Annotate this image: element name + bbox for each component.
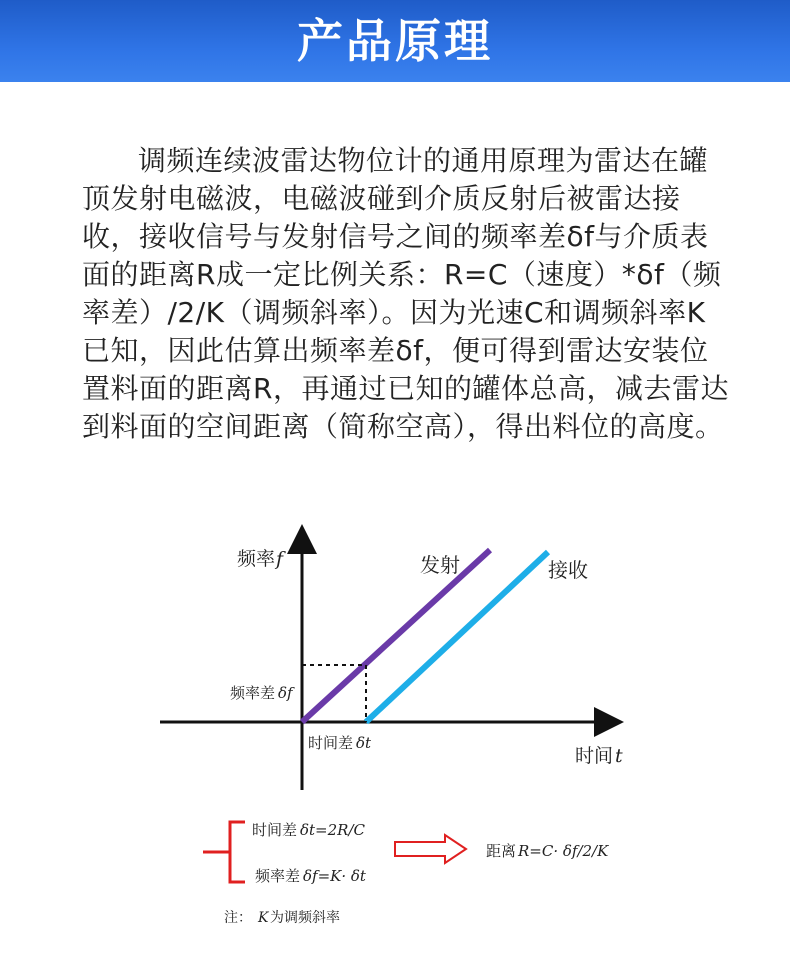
- result-arrow-icon: [395, 835, 466, 863]
- note-suffix: 为调频斜率: [270, 910, 340, 926]
- x-axis-label: 时间: [575, 745, 614, 767]
- note-prefix: 注：: [224, 910, 252, 926]
- y-axis-symbol: f: [276, 548, 284, 570]
- eq1-math: δt=2R/C: [300, 821, 365, 839]
- transmit-label: 发射: [420, 553, 460, 577]
- principle-paragraph: 调频连续波雷达物位计的通用原理为雷达在罐顶发射电磁波，电磁波碰到介质反射后被雷达接收，接收信号与发射信号之间的频率差δf与介质表面的距离R成一定比例关系：R=C（速度）*δf（频率差）/2/K（调频斜率）。因为光速C和调频斜率K已知，因此估算出频率差δf，便可得到雷达安装位置料面的距离R，再通过已知的罐体总高，减去雷达到料面的空间距离（简称空高），得出料位的高度。: [82, 144, 729, 443]
- receive-label: 接收: [548, 558, 588, 582]
- y-axis-label: 频率: [237, 548, 276, 570]
- eq1-prefix: 时间差: [252, 821, 298, 839]
- eq2-prefix: 频率差: [255, 867, 301, 885]
- equation-brace: [203, 822, 245, 882]
- eq2-math: δf=K· δt: [303, 867, 366, 885]
- freq-diff-label: 频率差: [230, 684, 276, 702]
- time-diff-symbol: δt: [356, 734, 372, 752]
- page-title: 产品原理: [297, 14, 493, 68]
- freq-diff-symbol: δf: [278, 684, 293, 702]
- time-diff-label: 时间差: [308, 734, 354, 752]
- note-symbol: K: [258, 910, 269, 926]
- result-math: R=C· δf/2/K: [518, 842, 609, 860]
- result-prefix: 距离: [486, 842, 517, 860]
- x-axis-symbol: t: [615, 745, 623, 767]
